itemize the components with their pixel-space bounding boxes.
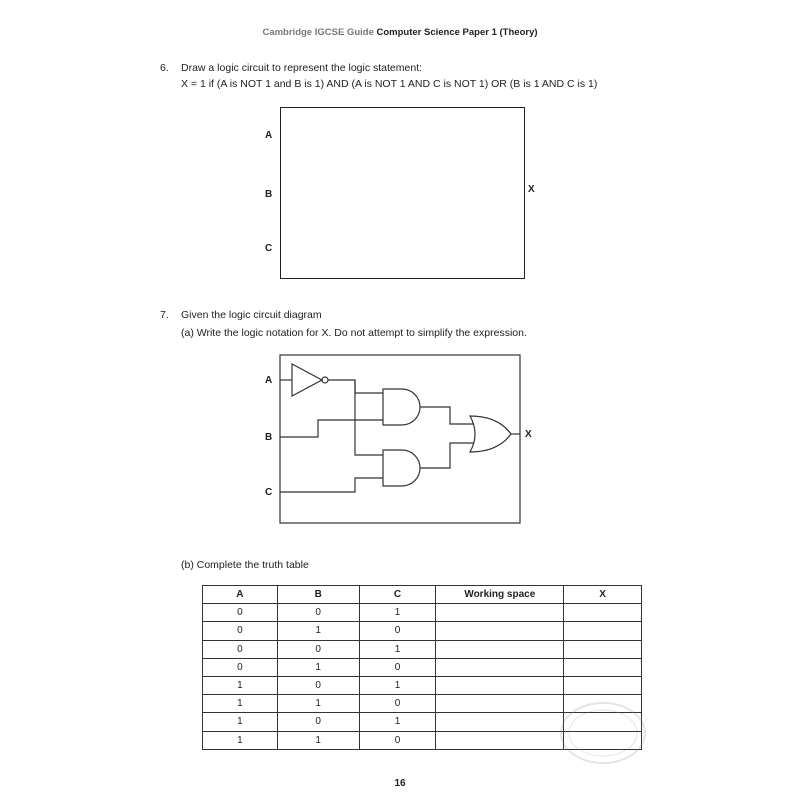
cell-b: 0 [277, 713, 359, 731]
wire-and2-to-or [420, 443, 474, 468]
cell-a: 1 [203, 713, 278, 731]
table-row [203, 658, 642, 676]
header-x: X [564, 586, 642, 604]
cell-c: 1 [359, 640, 436, 658]
page-number: 16 [394, 778, 406, 789]
q6-prompt: Draw a logic circuit to represent the logic statement: [181, 62, 423, 74]
cell-working[interactable] [436, 713, 564, 731]
header-b: B [277, 586, 359, 604]
cell-a: 0 [203, 658, 278, 676]
cell-c: 1 [359, 604, 436, 622]
q6-output-x: X [528, 184, 535, 195]
wire-and1-to-or [420, 407, 474, 424]
q7-input-c: C [265, 487, 273, 498]
cell-c: 0 [359, 731, 436, 749]
wire-c [280, 478, 383, 492]
q7-number: 7. [160, 309, 169, 321]
cell-c: 0 [359, 622, 436, 640]
q7-prompt: Given the logic circuit diagram [181, 309, 322, 321]
q7-input-b: B [265, 432, 273, 443]
cell-b: 1 [277, 695, 359, 713]
and-gate-1 [383, 389, 420, 425]
cell-c: 0 [359, 658, 436, 676]
cell-working[interactable] [436, 622, 564, 640]
cell-a: 1 [203, 731, 278, 749]
q6-input-c: C [265, 243, 273, 254]
header-a: A [203, 586, 278, 604]
q6-number: 6. [160, 62, 169, 74]
q6-input-b: B [265, 189, 273, 200]
cell-working[interactable] [436, 604, 564, 622]
cell-x[interactable] [564, 622, 642, 640]
q7-input-a: A [265, 375, 273, 386]
cell-working[interactable] [436, 658, 564, 676]
wire-not-to-and2 [355, 380, 383, 455]
and-gate-2 [383, 450, 420, 486]
cell-b: 0 [277, 640, 359, 658]
header-c: C [359, 586, 436, 604]
q6-input-a: A [265, 130, 273, 141]
not-gate [292, 364, 322, 396]
cell-working[interactable] [436, 676, 564, 694]
cell-a: 0 [203, 640, 278, 658]
cell-c: 1 [359, 713, 436, 731]
cell-c: 0 [359, 695, 436, 713]
guide-name: Cambridge IGCSE Guide [262, 27, 374, 38]
cell-c: 1 [359, 676, 436, 694]
paper-title: Computer Science Paper 1 (Theory) [376, 27, 538, 38]
cell-x[interactable] [564, 640, 642, 658]
q6-statement: X = 1 if (A is NOT 1 and B is 1) AND (A is NOT 1 AND C is NOT 1) OR (B is 1 AND C is 1) [181, 78, 598, 90]
cell-b: 1 [277, 731, 359, 749]
cell-a: 0 [203, 604, 278, 622]
cell-b: 1 [277, 658, 359, 676]
or-gate [470, 416, 511, 452]
table-row [203, 604, 642, 622]
cell-b: 1 [277, 622, 359, 640]
cell-x[interactable] [564, 604, 642, 622]
wire-b [280, 420, 383, 437]
cell-working[interactable] [436, 731, 564, 749]
truth-table-header [203, 586, 642, 604]
header-working-space: Working space [436, 586, 564, 604]
cell-working[interactable] [436, 695, 564, 713]
cell-working[interactable] [436, 640, 564, 658]
cell-x[interactable] [564, 676, 642, 694]
cell-b: 0 [277, 604, 359, 622]
cell-x[interactable] [564, 658, 642, 676]
cell-a: 1 [203, 676, 278, 694]
q7-part-a: (a) Write the logic notation for X. Do not attempt to simplify the expression. [181, 327, 527, 339]
q7-part-b: (b) Complete the truth table [181, 559, 309, 571]
cell-a: 0 [203, 622, 278, 640]
cell-a: 1 [203, 695, 278, 713]
circuit-frame [280, 355, 520, 523]
q7-output-x: X [525, 429, 532, 440]
table-row [203, 676, 642, 694]
table-row [203, 640, 642, 658]
watermark-stamp [558, 698, 648, 768]
table-row [203, 622, 642, 640]
cell-b: 0 [277, 676, 359, 694]
